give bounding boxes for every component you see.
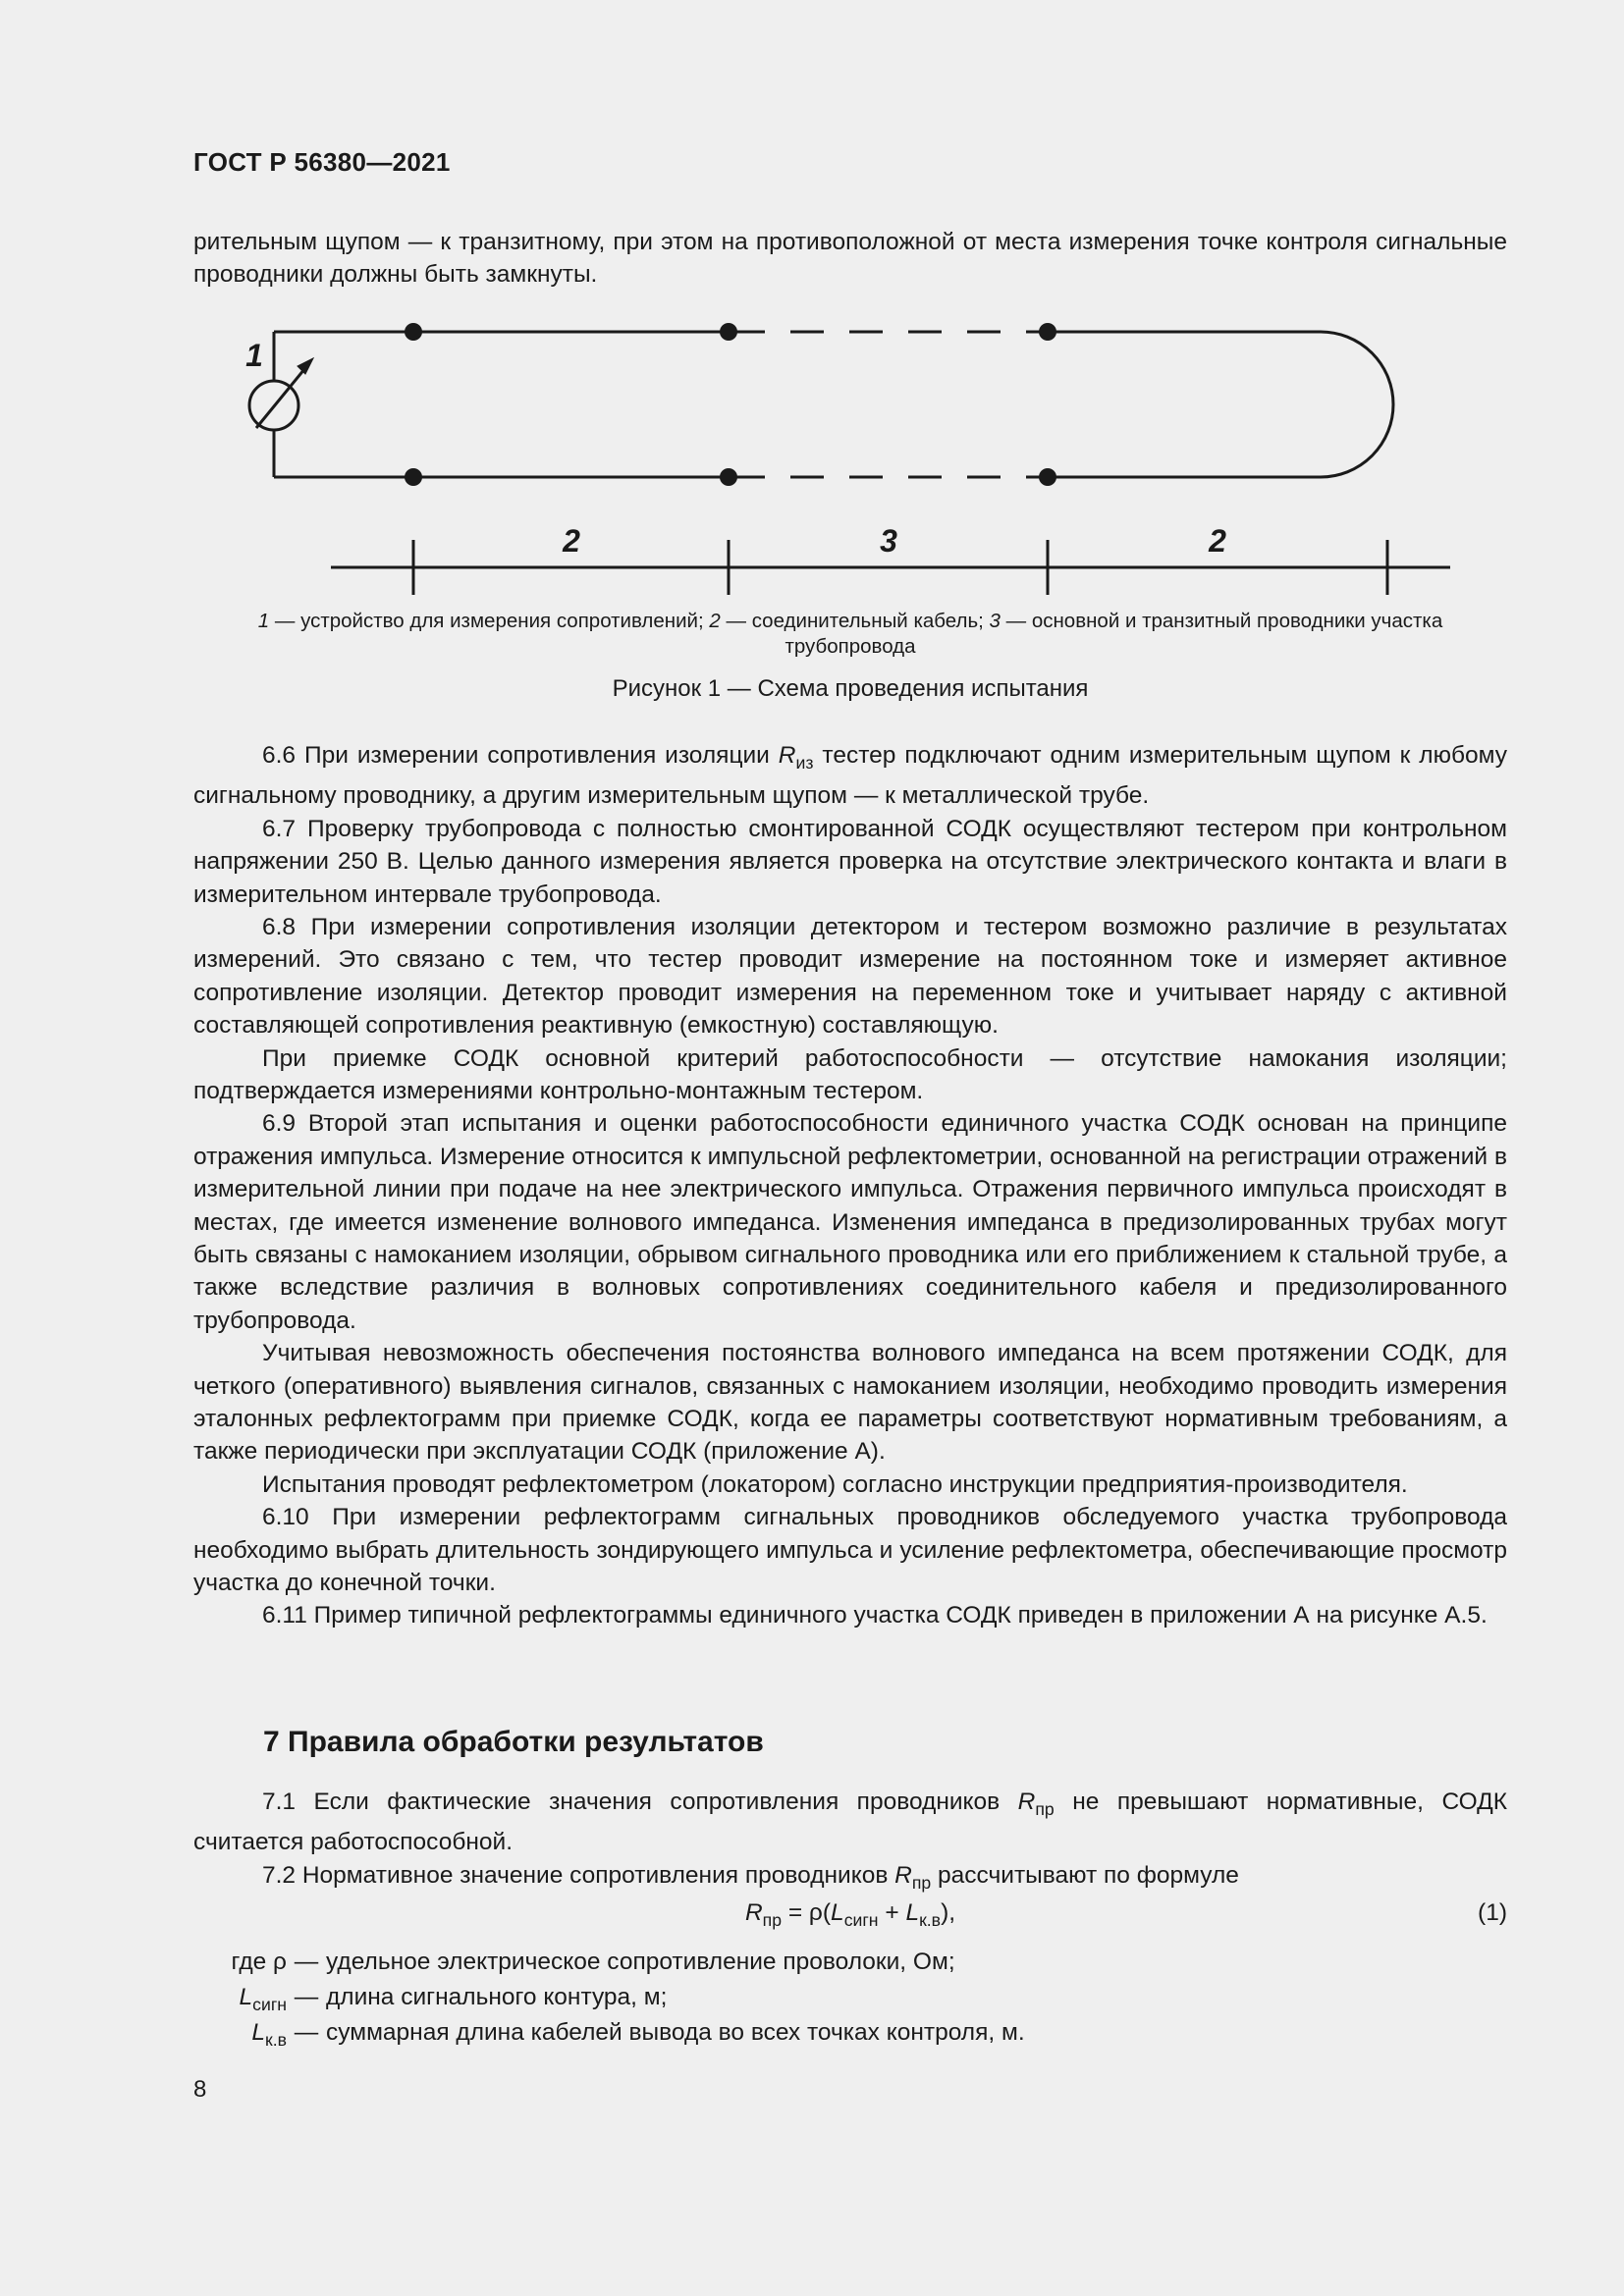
- test-circuit-diagram: [193, 312, 1507, 607]
- document-header: ГОСТ Р 56380—2021: [193, 147, 451, 177]
- paragraph-7-2: 7.2 Нормативное значение сопротивления проводников $R_{пр}$ рассчитывают по формуле: [262, 1861, 1239, 1893]
- meter-arrow-head: [298, 358, 313, 374]
- paragraph-6-6: 6.6 При измерении сопротивления изоляции $R_{из}$ тестер подключают одним измерительным щупом к любому сигнальному проводнику, а другим измерительным щупом — к металлической трубе.: [193, 742, 1508, 810]
- paragraph-7-1: 7.1 Если фактические значения сопротивления проводников $R_{пр}$ не превышают нормативные, СОДК считается работоспособной.: [193, 1789, 1507, 1856]
- page-number: 8: [193, 2076, 207, 2103]
- segment-label-middle: 3: [880, 523, 897, 559]
- definition-row: где ρ — удельное электрическое сопротивление проволоки, Ом;: [231, 1949, 955, 1975]
- junction-dot: [405, 468, 422, 486]
- intro-paragraph: рительным щупом — к транзитному, при этом на противоположной от места измерения точке контроля сигнальные проводники должны быть замкнуты.: [193, 229, 1507, 289]
- formula-1: [193, 1899, 1507, 1939]
- junction-dot: [1039, 468, 1056, 486]
- loop-closure: [1321, 332, 1393, 477]
- paragraph-6-9: 6.9 Второй этап испытания и оценки работоспособности единичного участка СОДК основан на принципе отражения импульса. Измерение относится к импульсной рефлектометрии, основанной на регистрации отражений в измерительной линии при подаче на нее электрического импульса. Отражения первичного импульса происходят в местах, где имеется изменение волнового импеданса. Изменения импеданса в предизолированных трубах могут быть связаны с намоканием изоляции, обрывом сигнального проводника или его приближением к стальной трубе, а также вследствие различия в волновых сопротивлениях соединительного кабеля и предизолированного трубопровода.: [193, 1110, 1507, 1334]
- formula-definitions: [193, 1949, 1507, 2055]
- junction-dot: [1039, 323, 1056, 341]
- definition-row: $L_{к.в}$ — суммарная длина кабелей вывода во всех точках контроля, м.: [251, 2019, 1025, 2050]
- device-label: 1: [245, 338, 263, 373]
- formula-expression: $R_{пр} = \rho(L_{сигн} + L_{к.в})$,: [744, 1899, 956, 1930]
- formula-number: (1): [1478, 1899, 1507, 1926]
- figure-legend: 1 — устройство для измерения сопротивлений; 2 — соединительный кабель; 3 — основной и транзитный проводники участка трубопровода: [257, 610, 1443, 658]
- section-6-text: [193, 739, 1507, 1632]
- paragraph-6-8-cont: При приемке СОДК основной критерий работоспособности — отсутствие намокания изоляции; подтверждается измерениями контрольно-монтажным тестером.: [193, 1044, 1507, 1104]
- section-7-text: [193, 1786, 1507, 1899]
- definition-row: $L_{сигн}$ — длина сигнального контура, м;: [239, 1984, 668, 2014]
- section-7-heading: 7 Правила обработки результатов: [263, 1726, 764, 1758]
- segment-label-right: 2: [1209, 523, 1226, 559]
- paragraph-6-11: 6.11 Пример типичной рефлектограммы единичного участка СОДК приведен в приложении А на рисунке А.5.: [262, 1602, 1488, 1629]
- paragraph-6-9-cont: Учитывая невозможность обеспечения постоянства волнового импеданса на всем протяжении СОДК, для четкого (оперативного) выявления сигналов, связанных с намоканием изоляции, необходимо проводить измерения эталонных рефлектограмм при приемке СОДК, когда ее параметры соответствуют нормативным требованиям, а также периодически при эксплуатации СОДК (приложение А).: [193, 1340, 1507, 1466]
- paragraph-6-8: 6.8 При измерении сопротивления изоляции детектором и тестером возможно различие в результатах измерений. Это связано с тем, что тестер проводит измерение на постоянном токе и измеряет активное сопротивление изоляции. Детектор проводит измерения на переменном токе и учитывает наряду с активной составляющей сопротивления реактивную (емкостную) составляющую.: [193, 913, 1507, 1040]
- junction-dot: [720, 468, 737, 486]
- paragraph-6-7: 6.7 Проверку трубопровода с полностью смонтированной СОДК осуществляют тестером при контрольном напряжении 250 В. Целью данного измерения является проверка на отсутствие электрического контакта и влаги в измерительном интервале трубопровода.: [193, 815, 1507, 908]
- segment-label-left: 2: [563, 523, 580, 559]
- junction-dot: [405, 323, 422, 341]
- junction-dot: [720, 323, 737, 341]
- figure-title: Рисунок 1 — Схема проведения испытания: [612, 675, 1089, 702]
- paragraph-6-10: 6.10 При измерении рефлектограмм сигнальных проводников обследуемого участка трубопровода необходимо выбрать длительность зондирующего импульса и усиление рефлектометра, обеспечивающие просмотр участка до конечной точки.: [193, 1504, 1507, 1597]
- paragraph-6-9-tests: Испытания проводят рефлектометром (локатором) согласно инструкции предприятия-производителя.: [262, 1470, 1408, 1498]
